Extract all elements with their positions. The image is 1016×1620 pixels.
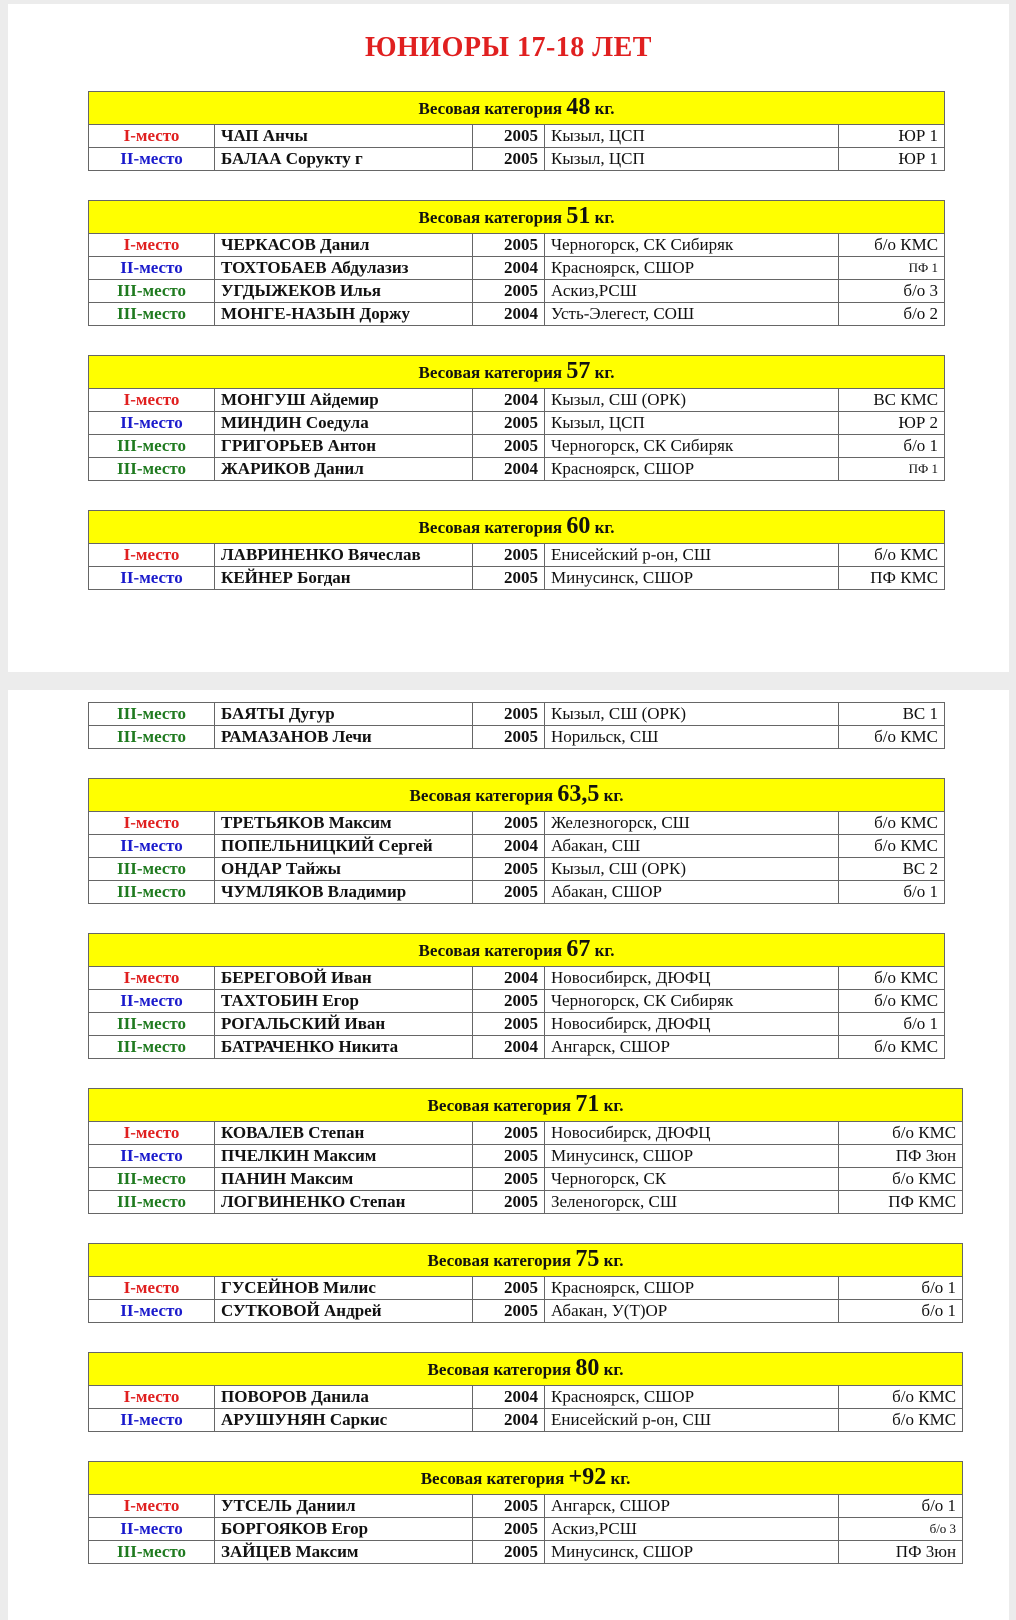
club-cell: Новосибирск, ДЮФЦ <box>545 1122 839 1145</box>
rank-cell: ПФ 1 <box>839 458 945 481</box>
table-row <box>89 726 945 749</box>
place-cell: II-место <box>89 148 215 171</box>
birth-year-cell: 2005 <box>473 1300 545 1323</box>
category-header <box>89 1353 963 1386</box>
rank-cell: ЮР 1 <box>839 125 945 148</box>
table-row <box>89 125 945 148</box>
athlete-name-cell: ЧЕРКАСОВ Данил <box>215 234 473 257</box>
table-row <box>89 1300 963 1323</box>
athlete-name-cell: ГРИГОРЬЕВ Антон <box>215 435 473 458</box>
table-row <box>89 544 945 567</box>
birth-year-cell: 2005 <box>473 990 545 1013</box>
rank-cell: ПФ КМС <box>839 1191 963 1214</box>
place-cell: III-место <box>89 458 215 481</box>
club-cell: Новосибирск, ДЮФЦ <box>545 967 839 990</box>
category-prefix: Весовая категория <box>418 99 563 118</box>
athlete-name-cell: БАТРАЧЕНКО Никита <box>215 1036 473 1059</box>
rank-cell: б/о 1 <box>839 435 945 458</box>
athlete-name-cell: СУТКОВОЙ Андрей <box>215 1300 473 1323</box>
birth-year-cell: 2005 <box>473 1122 545 1145</box>
club-cell: Красноярск, СШОР <box>545 458 839 481</box>
place-cell: I-место <box>89 1277 215 1300</box>
category-unit: кг. <box>603 1096 624 1115</box>
category-header-row <box>89 92 945 125</box>
birth-year-cell: 2005 <box>473 881 545 904</box>
category-weight: 80 <box>575 1355 600 1381</box>
category-unit: кг. <box>594 518 615 537</box>
place-cell: III-место <box>89 435 215 458</box>
weight-category-block <box>88 778 944 904</box>
place-cell: I-место <box>89 812 215 835</box>
athlete-name-cell: ЛОГВИНЕНКО Степан <box>215 1191 473 1214</box>
category-prefix: Весовая категория <box>427 1096 572 1115</box>
table-row <box>89 812 945 835</box>
athlete-name-cell: РАМАЗАНОВ Лечи <box>215 726 473 749</box>
category-header <box>89 511 945 544</box>
category-unit: кг. <box>594 363 615 382</box>
table-row <box>89 990 945 1013</box>
category-header-row <box>89 356 945 389</box>
rank-cell: б/о 1 <box>839 1300 963 1323</box>
club-cell: Зеленогорск, СШ <box>545 1191 839 1214</box>
place-cell: II-место <box>89 1409 215 1432</box>
birth-year-cell: 2004 <box>473 257 545 280</box>
weight-category-block <box>88 702 944 749</box>
birth-year-cell: 2005 <box>473 703 545 726</box>
club-cell: Абакан, СШОР <box>545 881 839 904</box>
results-table <box>88 91 945 171</box>
birth-year-cell: 2005 <box>473 280 545 303</box>
place-cell: I-место <box>89 125 215 148</box>
birth-year-cell: 2004 <box>473 458 545 481</box>
place-cell: III-место <box>89 1013 215 1036</box>
place-cell: II-место <box>89 567 215 590</box>
birth-year-cell: 2005 <box>473 726 545 749</box>
table-row <box>89 1409 963 1432</box>
rank-cell: б/о КМС <box>839 234 945 257</box>
rank-cell: б/о КМС <box>839 812 945 835</box>
category-header-row <box>89 1244 963 1277</box>
category-unit: кг. <box>610 1469 631 1488</box>
category-prefix: Весовая категория <box>418 518 563 537</box>
club-cell: Кызыл, ЦСП <box>545 125 839 148</box>
category-weight: 48 <box>566 94 591 120</box>
birth-year-cell: 2005 <box>473 234 545 257</box>
place-cell: III-место <box>89 280 215 303</box>
club-cell: Аскиз,РСШ <box>545 280 839 303</box>
category-header <box>89 934 945 967</box>
category-unit: кг. <box>603 1251 624 1270</box>
athlete-name-cell: ПОПЕЛЬНИЦКИЙ Сергей <box>215 835 473 858</box>
table-row <box>89 1036 945 1059</box>
table-row <box>89 389 945 412</box>
rank-cell: б/о 1 <box>839 1277 963 1300</box>
table-row <box>89 257 945 280</box>
place-cell: I-место <box>89 1122 215 1145</box>
club-cell: Кызыл, ЦСП <box>545 148 839 171</box>
rank-cell: ЮР 1 <box>839 148 945 171</box>
rank-cell: б/о КМС <box>839 726 945 749</box>
birth-year-cell: 2005 <box>473 1518 545 1541</box>
club-cell: Енисейский р-он, СШ <box>545 544 839 567</box>
club-cell: Абакан, СШ <box>545 835 839 858</box>
athlete-name-cell: БОРГОЯКОВ Егор <box>215 1518 473 1541</box>
club-cell: Красноярск, СШОР <box>545 257 839 280</box>
results-table <box>88 1461 963 1564</box>
club-cell: Норильск, СШ <box>545 726 839 749</box>
place-cell: III-место <box>89 703 215 726</box>
club-cell: Черногорск, СК Сибиряк <box>545 234 839 257</box>
rank-cell: б/о КМС <box>839 1409 963 1432</box>
results-table <box>88 1243 963 1323</box>
rank-cell: ВС КМС <box>839 389 945 412</box>
club-cell: Железногорск, СШ <box>545 812 839 835</box>
club-cell: Ангарск, СШОР <box>545 1495 839 1518</box>
birth-year-cell: 2004 <box>473 1409 545 1432</box>
birth-year-cell: 2005 <box>473 1168 545 1191</box>
athlete-name-cell: БЕРЕГОВОЙ Иван <box>215 967 473 990</box>
category-header <box>89 1244 963 1277</box>
birth-year-cell: 2005 <box>473 435 545 458</box>
place-cell: I-место <box>89 1386 215 1409</box>
category-weight: 63,5 <box>557 781 600 807</box>
category-prefix: Весовая категория <box>420 1469 565 1488</box>
place-cell: II-место <box>89 1145 215 1168</box>
club-cell: Новосибирск, ДЮФЦ <box>545 1013 839 1036</box>
club-cell: Черногорск, СК Сибиряк <box>545 435 839 458</box>
category-unit: кг. <box>594 941 615 960</box>
category-header <box>89 779 945 812</box>
athlete-name-cell: УТСЕЛЬ Даниил <box>215 1495 473 1518</box>
place-cell: III-место <box>89 1191 215 1214</box>
table-row <box>89 858 945 881</box>
rank-cell: б/о КМС <box>839 1036 945 1059</box>
birth-year-cell: 2005 <box>473 125 545 148</box>
table-row <box>89 1518 963 1541</box>
athlete-name-cell: КЕЙНЕР Богдан <box>215 567 473 590</box>
place-cell: I-место <box>89 389 215 412</box>
rank-cell: ВС 1 <box>839 703 945 726</box>
table-row <box>89 1277 963 1300</box>
table-row <box>89 280 945 303</box>
club-cell: Минусинск, СШОР <box>545 567 839 590</box>
category-prefix: Весовая категория <box>427 1360 572 1379</box>
rank-cell: б/о 2 <box>839 303 945 326</box>
athlete-name-cell: ПОВОРОВ Данила <box>215 1386 473 1409</box>
club-cell: Кызыл, ЦСП <box>545 412 839 435</box>
athlete-name-cell: ГУСЕЙНОВ Милис <box>215 1277 473 1300</box>
rank-cell: б/о 1 <box>839 1013 945 1036</box>
weight-category-block <box>88 510 944 590</box>
athlete-name-cell: ОНДАР Тайжы <box>215 858 473 881</box>
category-header-row <box>89 1462 963 1495</box>
place-cell: III-место <box>89 1541 215 1564</box>
category-unit: кг. <box>603 786 624 805</box>
weight-category-block <box>88 933 944 1059</box>
category-prefix: Весовая категория <box>427 1251 572 1270</box>
birth-year-cell: 2005 <box>473 1145 545 1168</box>
table-row <box>89 303 945 326</box>
birth-year-cell: 2005 <box>473 812 545 835</box>
table-row <box>89 1145 963 1168</box>
category-prefix: Весовая категория <box>418 208 563 227</box>
athlete-name-cell: ЖАРИКОВ Данил <box>215 458 473 481</box>
category-header <box>89 92 945 125</box>
category-weight: 57 <box>566 358 591 384</box>
weight-category-block <box>88 1243 962 1323</box>
category-weight: 75 <box>575 1246 600 1272</box>
table-row <box>89 1191 963 1214</box>
place-cell: I-место <box>89 234 215 257</box>
birth-year-cell: 2004 <box>473 835 545 858</box>
athlete-name-cell: БАЛАА Сорукту г <box>215 148 473 171</box>
category-unit: кг. <box>603 1360 624 1379</box>
athlete-name-cell: ПЧЕЛКИН Максим <box>215 1145 473 1168</box>
place-cell: II-место <box>89 990 215 1013</box>
club-cell: Черногорск, СК Сибиряк <box>545 990 839 1013</box>
table-row <box>89 1122 963 1145</box>
table-row <box>89 567 945 590</box>
place-cell: II-место <box>89 1518 215 1541</box>
athlete-name-cell: ТАХТОБИН Егор <box>215 990 473 1013</box>
club-cell: Ангарск, СШОР <box>545 1036 839 1059</box>
category-weight: +92 <box>568 1464 607 1490</box>
athlete-name-cell: БАЯТЫ Дугур <box>215 703 473 726</box>
club-cell: Минусинск, СШОР <box>545 1145 839 1168</box>
document-title: ЮНИОРЫ 17-18 ЛЕТ <box>364 32 652 63</box>
results-table <box>88 510 945 590</box>
table-row <box>89 703 945 726</box>
results-table <box>88 933 945 1059</box>
club-cell: Кызыл, СШ (ОРК) <box>545 389 839 412</box>
rank-cell: ПФ КМС <box>839 567 945 590</box>
place-cell: III-место <box>89 726 215 749</box>
table-row <box>89 412 945 435</box>
category-unit: кг. <box>594 208 615 227</box>
weight-category-block <box>88 200 944 326</box>
birth-year-cell: 2005 <box>473 1495 545 1518</box>
birth-year-cell: 2005 <box>473 544 545 567</box>
place-cell: III-место <box>89 303 215 326</box>
place-cell: III-место <box>89 1036 215 1059</box>
category-header-row <box>89 779 945 812</box>
club-cell: Енисейский р-он, СШ <box>545 1409 839 1432</box>
weight-category-block <box>88 1088 962 1214</box>
weight-category-block <box>88 355 944 481</box>
category-prefix: Весовая категория <box>418 941 563 960</box>
birth-year-cell: 2004 <box>473 967 545 990</box>
results-table <box>88 1088 963 1214</box>
table-row <box>89 881 945 904</box>
birth-year-cell: 2005 <box>473 567 545 590</box>
athlete-name-cell: МИНДИН Соедула <box>215 412 473 435</box>
athlete-name-cell: ЛАВРИНЕНКО Вячеслав <box>215 544 473 567</box>
category-header <box>89 1089 963 1122</box>
rank-cell: ПФ 1 <box>839 257 945 280</box>
athlete-name-cell: КОВАЛЕВ Степан <box>215 1122 473 1145</box>
category-prefix: Весовая категория <box>409 786 554 805</box>
category-header-row <box>89 201 945 234</box>
document-page-1 <box>8 4 1009 672</box>
club-cell: Абакан, У(Т)ОР <box>545 1300 839 1323</box>
club-cell: Аскиз,РСШ <box>545 1518 839 1541</box>
athlete-name-cell: РОГАЛЬСКИЙ Иван <box>215 1013 473 1036</box>
athlete-name-cell: ПАНИН Максим <box>215 1168 473 1191</box>
place-cell: II-место <box>89 1300 215 1323</box>
athlete-name-cell: МОНГУШ Айдемир <box>215 389 473 412</box>
club-cell: Красноярск, СШОР <box>545 1386 839 1409</box>
rank-cell: ПФ 3юн <box>839 1145 963 1168</box>
club-cell: Черногорск, СК <box>545 1168 839 1191</box>
place-cell: III-место <box>89 881 215 904</box>
category-weight: 60 <box>566 513 591 539</box>
birth-year-cell: 2004 <box>473 1036 545 1059</box>
club-cell: Усть-Элегест, СОШ <box>545 303 839 326</box>
category-header <box>89 201 945 234</box>
category-weight: 67 <box>566 936 591 962</box>
rank-cell: б/о КМС <box>839 1122 963 1145</box>
category-unit: кг. <box>594 99 615 118</box>
category-header-row <box>89 511 945 544</box>
table-row <box>89 435 945 458</box>
place-cell: I-место <box>89 967 215 990</box>
category-header-row <box>89 1353 963 1386</box>
rank-cell: б/о 3 <box>839 280 945 303</box>
table-row <box>89 1495 963 1518</box>
birth-year-cell: 2005 <box>473 148 545 171</box>
rank-cell: б/о КМС <box>839 967 945 990</box>
birth-year-cell: 2005 <box>473 1191 545 1214</box>
club-cell: Кызыл, СШ (ОРК) <box>545 858 839 881</box>
category-header <box>89 356 945 389</box>
athlete-name-cell: УГДЫЖЕКОВ Илья <box>215 280 473 303</box>
place-cell: I-место <box>89 544 215 567</box>
rank-cell: б/о КМС <box>839 990 945 1013</box>
athlete-name-cell: ТОХТОБАЕВ Абдулазиз <box>215 257 473 280</box>
rank-cell: б/о КМС <box>839 835 945 858</box>
place-cell: II-место <box>89 257 215 280</box>
club-cell: Минусинск, СШОР <box>545 1541 839 1564</box>
birth-year-cell: 2004 <box>473 1386 545 1409</box>
birth-year-cell: 2004 <box>473 303 545 326</box>
weight-category-block <box>88 1352 962 1432</box>
rank-cell: б/о 1 <box>839 1495 963 1518</box>
rank-cell: б/о 1 <box>839 881 945 904</box>
category-weight: 71 <box>575 1091 600 1117</box>
table-row <box>89 234 945 257</box>
rank-cell: ЮР 2 <box>839 412 945 435</box>
category-header-row <box>89 1089 963 1122</box>
table-row <box>89 835 945 858</box>
place-cell: I-место <box>89 1495 215 1518</box>
place-cell: III-место <box>89 858 215 881</box>
document-page-2 <box>8 690 1009 1620</box>
rank-cell: б/о КМС <box>839 1168 963 1191</box>
results-table <box>88 200 945 326</box>
results-table <box>88 702 945 749</box>
rank-cell: ВС 2 <box>839 858 945 881</box>
rank-cell: б/о 3 <box>839 1518 963 1541</box>
birth-year-cell: 2005 <box>473 1013 545 1036</box>
table-row <box>89 1168 963 1191</box>
athlete-name-cell: ЧУМЛЯКОВ Владимир <box>215 881 473 904</box>
athlete-name-cell: ЧАП Анчы <box>215 125 473 148</box>
birth-year-cell: 2005 <box>473 412 545 435</box>
results-table <box>88 1352 963 1432</box>
place-cell: II-место <box>89 412 215 435</box>
results-table <box>88 355 945 481</box>
table-row <box>89 1013 945 1036</box>
athlete-name-cell: ТРЕТЬЯКОВ Максим <box>215 812 473 835</box>
athlete-name-cell: МОНГЕ-НАЗЫН Доржу <box>215 303 473 326</box>
place-cell: II-место <box>89 835 215 858</box>
table-row <box>89 1386 963 1409</box>
table-row <box>89 967 945 990</box>
place-cell: III-место <box>89 1168 215 1191</box>
weight-category-block <box>88 1461 962 1564</box>
birth-year-cell: 2004 <box>473 389 545 412</box>
weight-category-block <box>88 91 944 171</box>
athlete-name-cell: АРУШУНЯН Саркис <box>215 1409 473 1432</box>
table-row <box>89 458 945 481</box>
athlete-name-cell: ЗАЙЦЕВ Максим <box>215 1541 473 1564</box>
category-header <box>89 1462 963 1495</box>
category-weight: 51 <box>566 203 591 229</box>
rank-cell: б/о КМС <box>839 1386 963 1409</box>
results-table <box>88 778 945 904</box>
birth-year-cell: 2005 <box>473 858 545 881</box>
birth-year-cell: 2005 <box>473 1541 545 1564</box>
rank-cell: ПФ 3юн <box>839 1541 963 1564</box>
club-cell: Кызыл, СШ (ОРК) <box>545 703 839 726</box>
category-prefix: Весовая категория <box>418 363 563 382</box>
club-cell: Красноярск, СШОР <box>545 1277 839 1300</box>
category-header-row <box>89 934 945 967</box>
table-row <box>89 1541 963 1564</box>
birth-year-cell: 2005 <box>473 1277 545 1300</box>
table-row <box>89 148 945 171</box>
rank-cell: б/о КМС <box>839 544 945 567</box>
